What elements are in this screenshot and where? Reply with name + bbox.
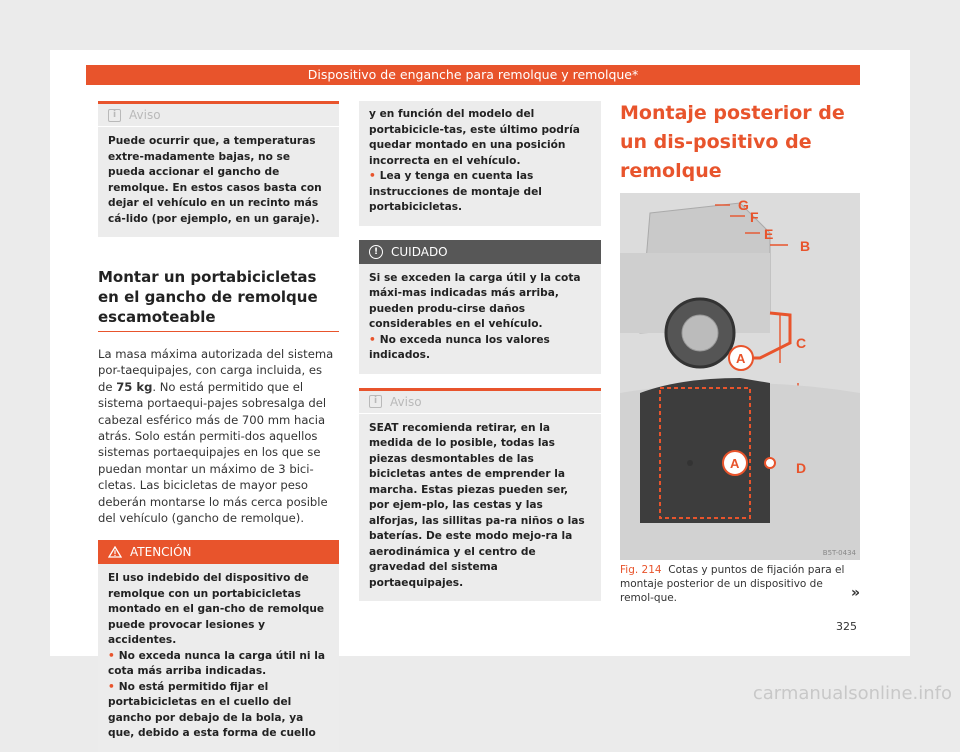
- watermark: carmanualsonline.info: [752, 683, 952, 704]
- page-header: Dispositivo de enganche para remolque y remolque*: [86, 65, 860, 85]
- atencion-label: ATENCIÓN: [130, 545, 192, 560]
- label-a-1: A: [736, 351, 746, 366]
- aviso-head: [98, 104, 339, 127]
- tow-hitch-figure: [620, 193, 860, 560]
- bullet-icon: •: [108, 649, 115, 662]
- warning-icon: [108, 546, 122, 558]
- cuidado-box: [359, 240, 601, 374]
- atencion-bullet-1-text: No exceda nunca la carga útil ni la cota más arriba indicadas.: [108, 649, 325, 678]
- paragraph-part-a: La masa máxima autorizada del sistema por-taequipajes, con carga incluida, es de: [98, 347, 334, 394]
- atencion-continued-body: [359, 101, 601, 226]
- caption-text: Cotas y puntos de fijación para el montaje posterior de un dispositivo de remol-que.: [620, 564, 845, 604]
- caption-fig-number: Fig. 214: [620, 564, 662, 576]
- atencion-continued-box: [359, 101, 601, 226]
- cuidado-label: CUIDADO: [391, 244, 448, 259]
- label-a-2: A: [730, 456, 740, 471]
- section-title-portabicicletas: Montar un portabicicletas en el gancho de remolque escamoteable: [98, 267, 339, 332]
- cuidado-bullet: [369, 333, 591, 364]
- aviso-2-head: [359, 391, 601, 414]
- aviso-label: Aviso: [129, 108, 161, 122]
- paragraph-part-b: . No está permitido que el sistema portaequi-pajes sobresalga del cabezal esférico más de 700 mm hacia atrás. Solo están permiti-dos aquellos sistemas portaequipajes en los que se puedan montar un máximo de 3 bici-cletas. Las bicicletas de mayor peso deberán montarse lo más cerca posible del vehículo (gancho de remolque).: [98, 379, 328, 526]
- aviso-body: [98, 127, 339, 237]
- continue-mark: »: [851, 585, 861, 601]
- atencion-bullet-2-text: No está permitido fijar el portabicicletas en el cuello del gancho por debajo de la bola, ya que, debido a esta forma de cuello: [108, 680, 316, 740]
- label-b: B: [800, 238, 811, 254]
- aviso-box-1: [98, 101, 339, 237]
- main-title: Montaje posterior de un dis-positivo de remolque: [620, 102, 845, 182]
- paragraph-bold-weight: 75 kg: [116, 379, 153, 394]
- cuidado-bullet-text: No exceda nunca los valores indicados.: [369, 333, 550, 361]
- label-c: C: [796, 335, 807, 351]
- aviso-2-label: Aviso: [390, 394, 422, 409]
- continued-text: y en función del modelo del portabicicle-tas, este último podría quedar montado en una posición incorrecta en el vehículo.: [369, 108, 580, 167]
- atencion-text: El uso indebido del dispositivo de remolque con un portabicicletas montado en el gan-cho de remolque puede provocar lesiones y accidentes.: [108, 572, 325, 647]
- aviso-2-body: [359, 414, 601, 602]
- bullet-icon: •: [369, 170, 376, 182]
- label-d: D: [796, 460, 807, 476]
- atencion-box: [98, 540, 339, 752]
- info-icon: i: [108, 109, 121, 122]
- figure-caption: [620, 563, 848, 605]
- aviso-text: Puede ocurrir que, a temperaturas extre-madamente bajas, no se pueda accionar el gancho de remolque. En estos casos basta con dejar el vehículo en un recinto más cá-lido (por ejemplo, en un garaje).: [108, 135, 322, 225]
- bullet-icon: •: [369, 333, 376, 346]
- atencion-bullet-1: [108, 649, 329, 680]
- continued-bullet-text: Lea y tenga en cuenta las instrucciones de montaje del portabicicletas.: [369, 170, 542, 213]
- column-left: [98, 101, 339, 752]
- info-icon: i: [369, 395, 382, 408]
- label-e: E: [764, 226, 774, 242]
- column-middle: [359, 101, 601, 601]
- tow-hitch-diagram: [620, 193, 860, 560]
- page-number: 325: [836, 620, 857, 633]
- aviso-2-text: SEAT recomienda retirar, en la medida de lo posible, todas las piezas desmontables de las bicicletas antes de emprender la marcha. Estas piezas pueden ser, por ejem-plo, las cestas y las alforjas, las sillitas pa-ra niños o las baterías. De este modo mejo-ra la aerodinámica y el centro de gravedad del sistema portaequipajes.: [369, 421, 585, 589]
- aviso-box-2: [359, 388, 601, 602]
- exclamation-circle-icon: !: [369, 245, 383, 259]
- cuidado-text: Si se exceden la carga útil y la cota máxi-mas indicadas más arriba, pueden produ-cirse daños considerables en el vehículo.: [369, 271, 581, 330]
- figure-code: B5T-0434: [822, 549, 856, 557]
- atencion-bullet-2: [108, 680, 329, 742]
- label-g: G: [738, 197, 749, 213]
- cuidado-body: [359, 264, 601, 374]
- bullet-icon: •: [108, 680, 115, 693]
- atencion-head: [98, 540, 339, 564]
- body-paragraph: [98, 346, 339, 526]
- label-f: F: [750, 209, 759, 225]
- atencion-body: [98, 564, 339, 752]
- cuidado-head: [359, 240, 601, 264]
- continued-bullet: [369, 169, 591, 216]
